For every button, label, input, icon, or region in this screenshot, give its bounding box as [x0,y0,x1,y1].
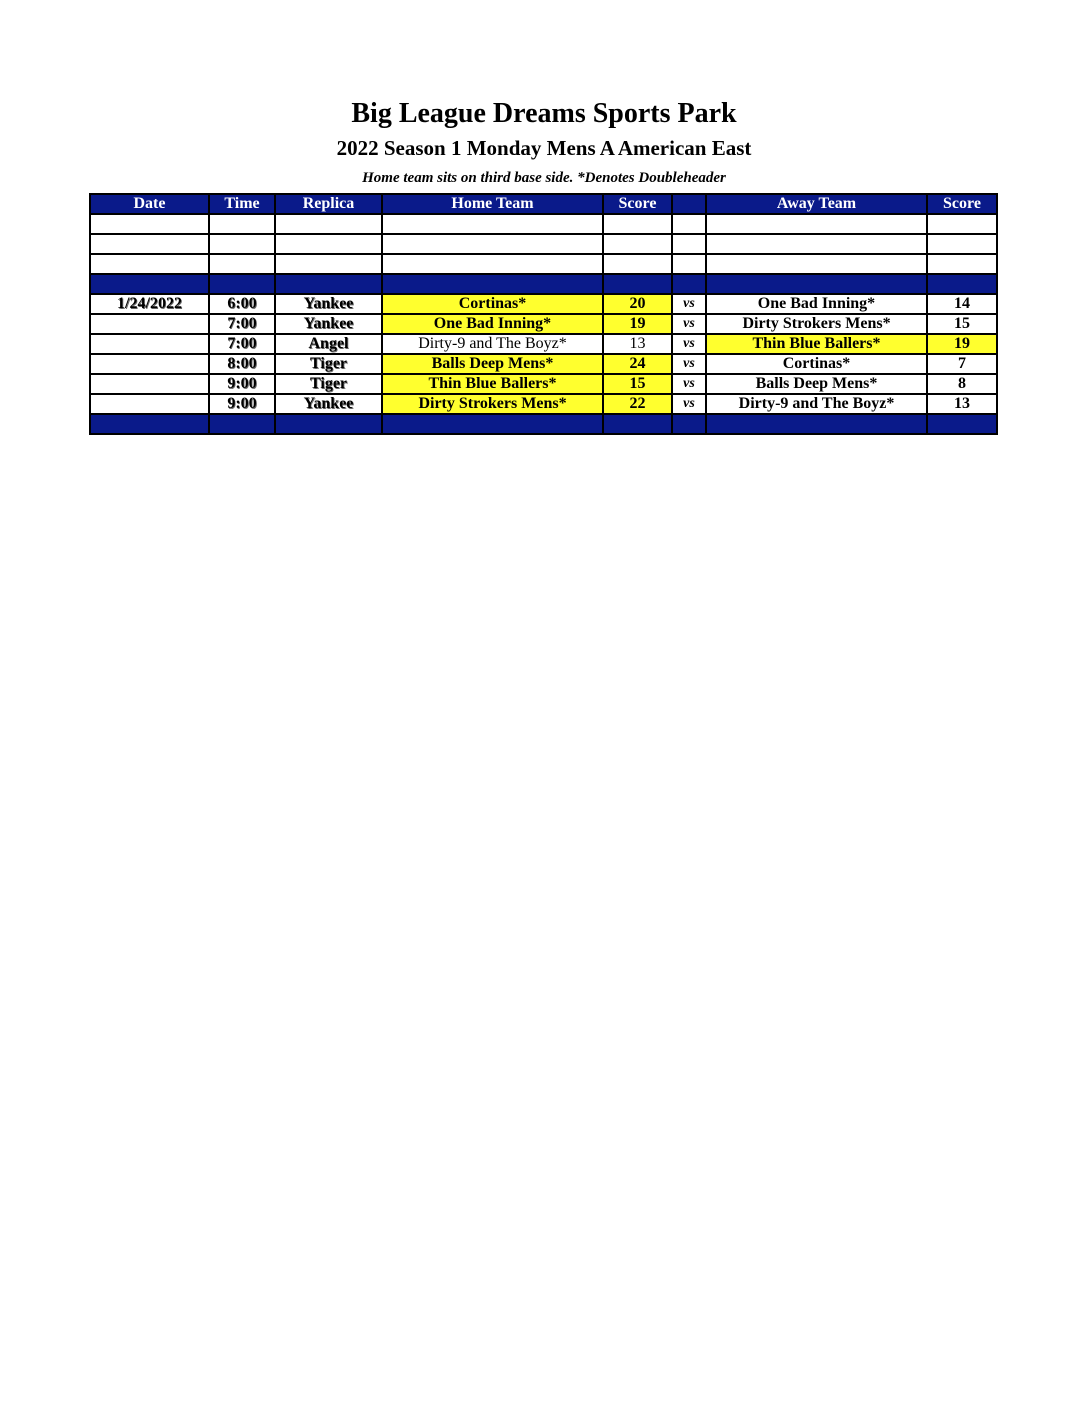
home-score-cell: 24 [603,354,672,374]
game-row [90,314,997,334]
doubleheader-note: Home team sits on third base side. *Denotes Doubleheader [362,170,726,186]
date-cell [90,374,209,394]
empty-row [90,214,997,234]
home-team-cell: One Bad Inning* [382,314,603,334]
date-cell [90,354,209,374]
home-score-cell: 15 [603,374,672,394]
col-date: Date [90,194,209,214]
col-vs [672,194,706,214]
date-cell [90,334,209,354]
divider-row [90,274,997,294]
page-subtitle: 2022 Season 1 Monday Mens A American East [336,136,752,160]
away-team-cell: Thin Blue Ballers* [706,334,927,354]
time-cell: 6:00 [209,294,275,314]
col-away-score: Score [927,194,997,214]
vs-cell: vs [672,294,706,314]
replica-cell: Tiger [275,374,382,394]
time-cell: 9:00 [209,394,275,414]
away-score-cell: 8 [927,374,997,394]
away-score-cell: 14 [927,294,997,314]
home-team-cell: Cortinas* [382,294,603,314]
away-team-cell: Cortinas* [706,354,927,374]
replica-cell: Yankee [275,294,382,314]
game-row [90,354,997,374]
schedule-table [89,193,998,435]
vs-cell: vs [672,314,706,334]
time-cell: 9:00 [209,374,275,394]
home-team-cell: Balls Deep Mens* [382,354,603,374]
home-score-cell: 20 [603,294,672,314]
col-time: Time [209,194,275,214]
date-cell [90,394,209,414]
date-cell: 1/24/2022 [90,294,209,314]
col-home-team: Home Team [382,194,603,214]
game-row [90,294,997,314]
page-title: Big League Dreams Sports Park [351,98,737,129]
time-cell: 7:00 [209,314,275,334]
col-away-team: Away Team [706,194,927,214]
game-row [90,394,997,414]
replica-cell: Yankee [275,314,382,334]
replica-cell: Angel [275,334,382,354]
replica-cell: Yankee [275,394,382,414]
away-team-cell: Dirty Strokers Mens* [706,314,927,334]
vs-cell: vs [672,354,706,374]
home-team-cell: Dirty-9 and The Boyz* [382,334,603,354]
col-replica: Replica [275,194,382,214]
vs-cell: vs [672,374,706,394]
away-team-cell: Dirty-9 and The Boyz* [706,394,927,414]
empty-row [90,234,997,254]
empty-row [90,254,997,274]
vs-cell: vs [672,334,706,354]
away-score-cell: 19 [927,334,997,354]
away-team-cell: Balls Deep Mens* [706,374,927,394]
game-row [90,334,997,354]
away-team-cell: One Bad Inning* [706,294,927,314]
home-score-cell: 19 [603,314,672,334]
game-row [90,374,997,394]
vs-cell: vs [672,394,706,414]
divider-row [90,414,997,434]
away-score-cell: 13 [927,394,997,414]
home-team-cell: Dirty Strokers Mens* [382,394,603,414]
col-home-score: Score [603,194,672,214]
replica-cell: Tiger [275,354,382,374]
home-score-cell: 22 [603,394,672,414]
away-score-cell: 7 [927,354,997,374]
time-cell: 7:00 [209,334,275,354]
date-cell [90,314,209,334]
header-row [90,194,997,214]
away-score-cell: 15 [927,314,997,334]
time-cell: 8:00 [209,354,275,374]
home-team-cell: Thin Blue Ballers* [382,374,603,394]
home-score-cell: 13 [603,334,672,354]
